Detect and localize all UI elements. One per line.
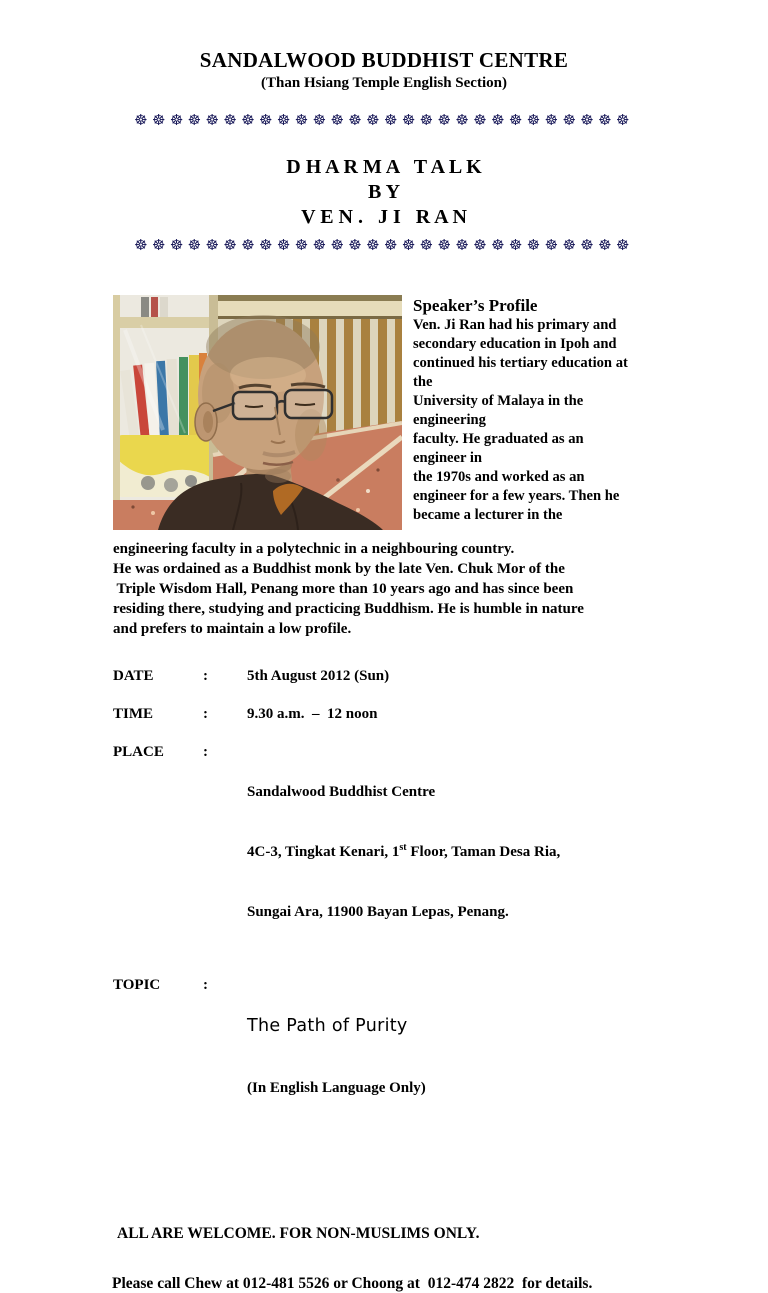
place-line2-post: Floor, Taman Desa Ria, [406, 844, 561, 860]
place-row [113, 742, 768, 962]
place-colon: : [203, 744, 208, 760]
place-line3: Sungai Ara, 11900 Bayan Lepas, Penang. [247, 904, 509, 920]
speaker-profile-continued [113, 539, 658, 639]
profile-heading: Speaker’s Profile [413, 296, 538, 315]
centre-title: SANDALWOOD BUDDHIST CENTRE [199, 48, 569, 72]
profile-below-line: residing there, studying and practicing Buddhism. He is humble in nature [113, 601, 584, 617]
date-row [113, 666, 768, 686]
profile-line: faculty. He graduated as an [413, 431, 584, 447]
topic-label: TOPIC [113, 977, 161, 993]
date-label: DATE [113, 668, 154, 684]
place-label: PLACE [113, 744, 164, 760]
topic-title: The Path of Purity [247, 1016, 408, 1036]
place-line2-ordinal: st [399, 842, 407, 853]
time-value: 9.30 a.m. – 12 noon [247, 706, 378, 722]
profile-below-line: Triple Wisdom Hall, Penang more than 10 years ago and has since been [113, 581, 574, 597]
profile-line: became a lecturer in the [413, 507, 563, 523]
profile-line: secondary education in Ipoh and [413, 336, 617, 352]
event-heading-line3: V E N . J I R A N [301, 206, 467, 228]
profile-below-line: and prefers to maintain a low profile. [113, 621, 352, 637]
event-heading [0, 155, 768, 230]
date-colon: : [203, 668, 208, 684]
profile-below-line: He was ordained as a Buddhist monk by the late Ven. Chuk Mor of the [113, 561, 565, 577]
profile-line: engineer for a few years. Then he [413, 488, 620, 504]
profile-line: continued his tertiary education at [413, 355, 628, 371]
place-line1: Sandalwood Buddhist Centre [247, 784, 436, 800]
dharma-wheel-divider-top: ☸☸☸☸☸☸☸☸☸☸☸☸☸☸☸☸☸☸☸☸☸☸☸☸☸☸☸☸ [134, 111, 634, 129]
profile-line: engineering [413, 412, 486, 428]
event-heading-line2: B Y [367, 181, 401, 203]
date-value: 5th August 2012 (Sun) [247, 668, 390, 684]
speaker-profile-section [0, 295, 768, 639]
topic-colon: : [203, 977, 208, 993]
profile-line: engineer in [413, 450, 483, 466]
speaker-profile-text [413, 295, 658, 525]
topic-row [113, 975, 768, 1138]
speaker-portrait-photo [113, 295, 402, 530]
time-colon: : [203, 706, 208, 722]
profile-line: Ven. Ji Ran had his primary and [413, 317, 617, 333]
time-row [113, 704, 768, 724]
profile-line: the 1970s and worked as an [413, 469, 585, 485]
dharma-wheel-divider-bottom: ☸☸☸☸☸☸☸☸☸☸☸☸☸☸☸☸☸☸☸☸☸☸☸☸☸☸☸☸ [134, 236, 634, 254]
event-heading-line1: D H A R M A T A L K [286, 156, 482, 178]
flyer-header [0, 0, 768, 93]
centre-subtitle: (Than Hsiang Temple English Section) [261, 75, 507, 91]
welcome-note: ALL ARE WELCOME. FOR NON-MUSLIMS ONLY. [117, 1225, 480, 1242]
time-label: TIME [113, 706, 154, 722]
profile-line: the [413, 374, 433, 390]
topic-value [247, 975, 426, 1138]
place-value [247, 742, 560, 962]
profile-below-line: engineering faculty in a polytechnic in a neighbouring country. [113, 541, 515, 557]
contact-note: Please call Chew at 012-481 5526 or Choong at 012-474 2822 for details. [112, 1275, 593, 1292]
topic-note: (In English Language Only) [247, 1080, 426, 1096]
place-line2-pre: 4C-3, Tingkat Kenari, 1 [247, 844, 400, 860]
event-details [0, 666, 768, 1138]
profile-line: University of Malaya in the [413, 393, 584, 409]
place-line2 [247, 842, 560, 862]
